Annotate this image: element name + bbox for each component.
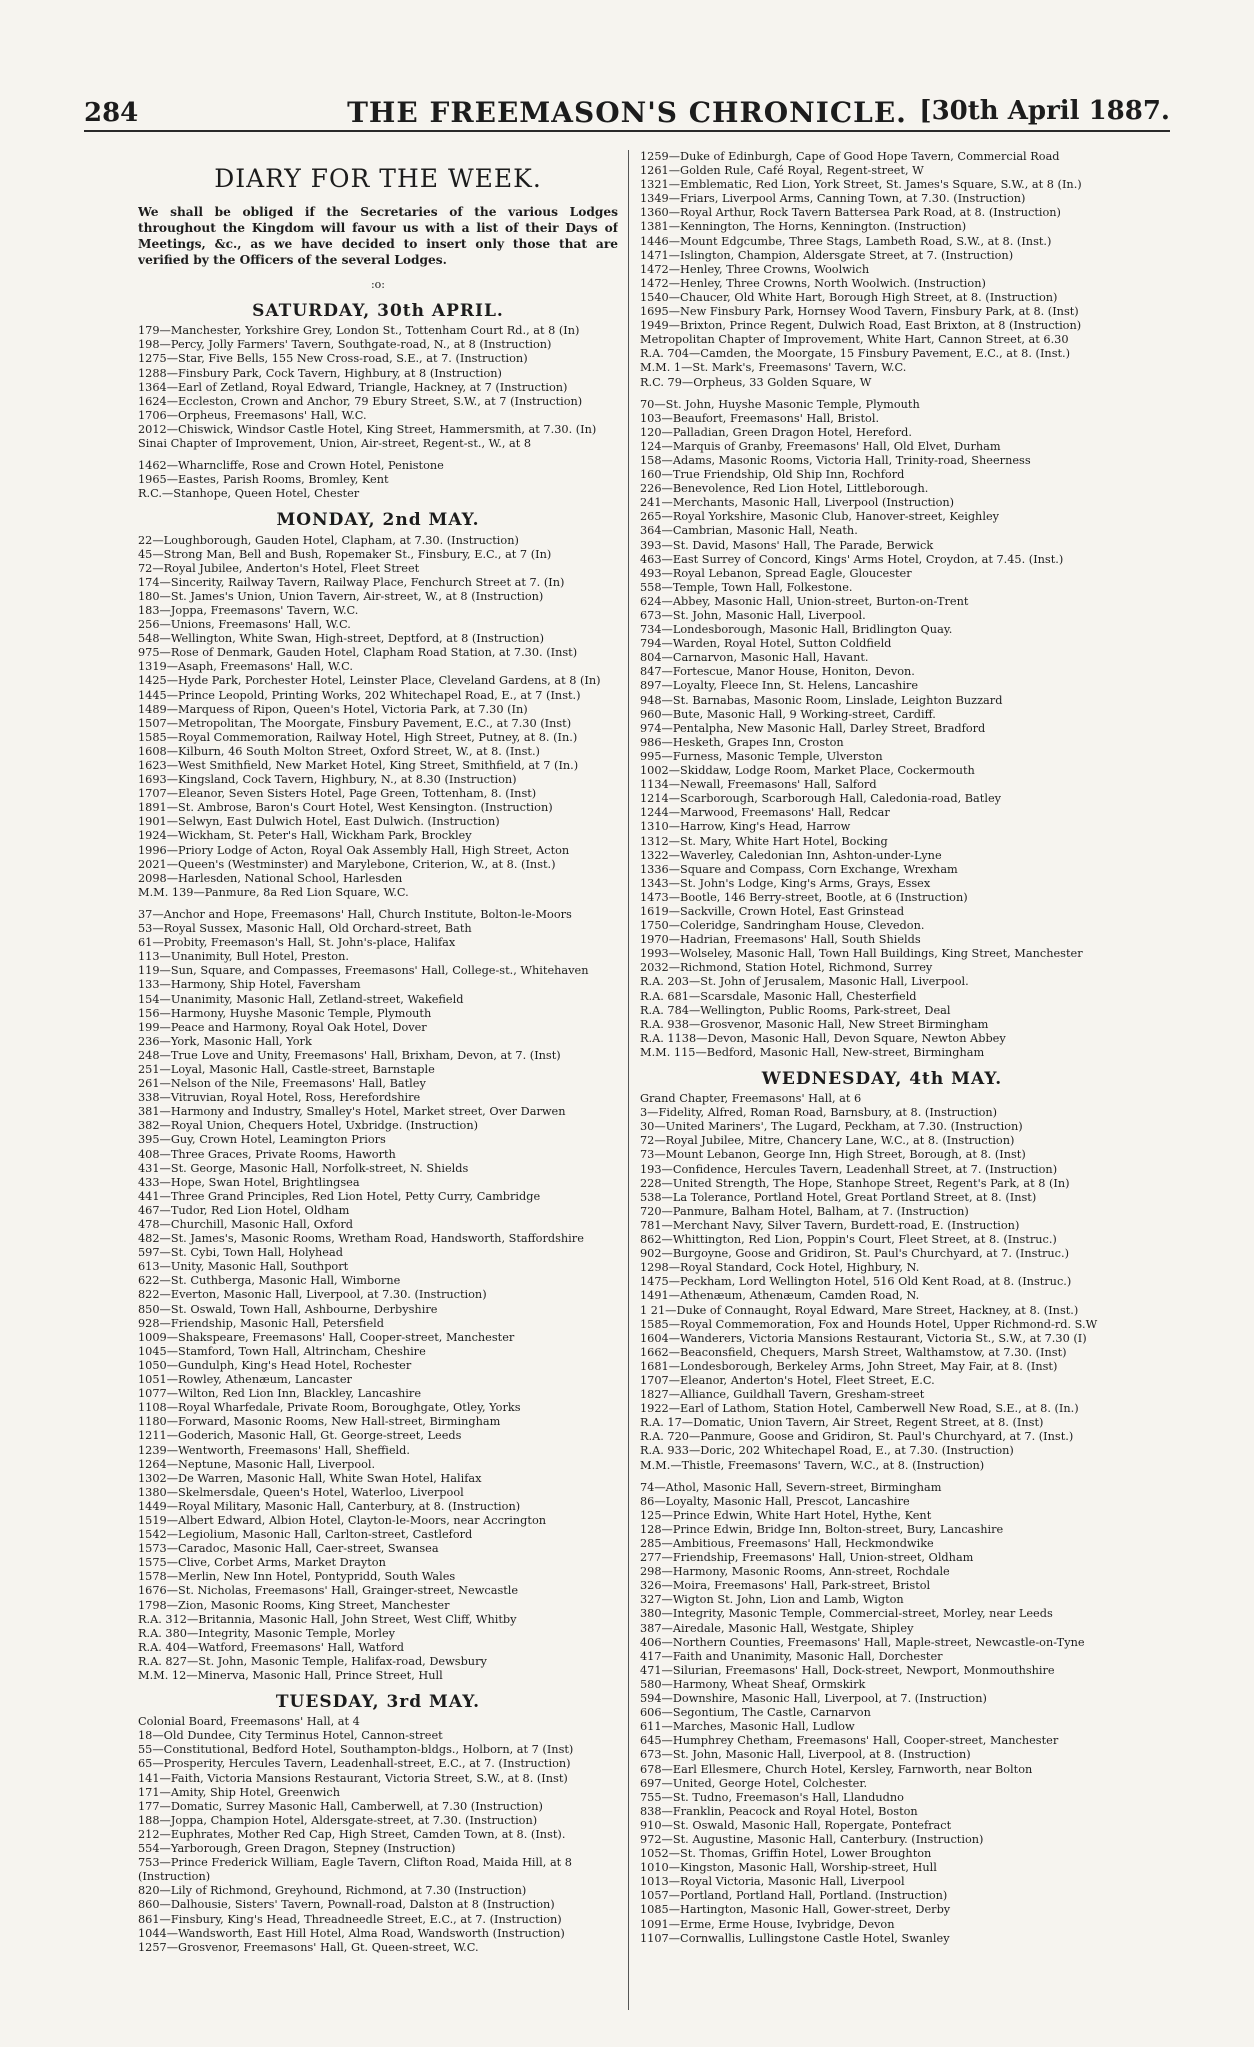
lodge-entry: 1707—Eleanor, Anderton's Hotel, Fleet Street, E.C. <box>640 1373 935 1387</box>
lodge-entry: 180—St. James's Union, Union Tavern, Air-street, W., at 8 (Instruction) <box>138 589 544 603</box>
lodge-entry: 18—Old Dundee, City Terminus Hotel, Cannon-street <box>138 1729 443 1743</box>
lodge-entry: 1573—Caradoc, Masonic Hall, Caer-street, Swansea <box>138 1542 439 1556</box>
lodge-entry: 482—St. James's, Masonic Rooms, Wretham Road, Handsworth, Staffordshire <box>138 1232 584 1246</box>
lodge-entry: 720—Panmure, Balham Hotel, Balham, at 7. (Instruction) <box>640 1204 969 1218</box>
right-sections <box>640 150 1124 1946</box>
lodge-entry: 119—Sun, Square, and Compasses, Freemasons' Hall, College-st., Whitehaven <box>138 964 589 978</box>
lodge-entry: 1993—Wolseley, Masonic Hall, Town Hall Buildings, King Street, Manchester <box>640 947 1083 961</box>
lodge-entry: Colonial Board, Freemasons' Hall, at 4 <box>138 1715 360 1729</box>
lodge-entry: 179—Manchester, Yorkshire Grey, London St., Tottenham Court Rd., at 8 (In) <box>138 324 580 338</box>
lodge-entry: 822—Everton, Masonic Hall, Liverpool, at 7.30. (Instruction) <box>138 1288 487 1302</box>
right-column <box>640 150 1124 2020</box>
lodge-entry: M.M. 12—Minerva, Masonic Hall, Prince Street, Hull <box>138 1669 443 1682</box>
lodge-entry: 1475—Peckham, Lord Wellington Hotel, 516 Old Kent Road, at 8. (Instruc.) <box>640 1275 1072 1289</box>
group-gap <box>640 1473 1124 1481</box>
lodge-entry: R.A. 827—St. John, Masonic Temple, Halifax-road, Dewsbury <box>138 1654 487 1668</box>
lodge-entry: 381—Harmony and Industry, Smalley's Hotel, Market street, Over Darwen <box>138 1105 566 1119</box>
lodge-entry: 794—Warden, Royal Hotel, Sutton Coldfield <box>640 637 892 651</box>
lodge-list <box>138 324 618 451</box>
lodge-entry: 285—Ambitious, Freemasons' Hall, Heckmondwike <box>640 1537 934 1550</box>
lodge-entry: 471—Silurian, Freemasons' Hall, Dock-street, Newport, Monmouthshire <box>640 1663 1055 1677</box>
lodge-entry: 74—Athol, Masonic Hall, Severn-street, Birmingham <box>640 1480 942 1494</box>
lodge-entry: 141—Faith, Victoria Mansions Restaurant, Victoria Street, S.W., at 8. (Inst) <box>138 1771 568 1785</box>
lodge-entry: 928—Friendship, Masonic Hall, Petersfield <box>138 1316 384 1330</box>
lodge-entry: 251—Loyal, Masonic Hall, Castle-street, Barnstaple <box>138 1062 435 1076</box>
lodge-entry: 673—St. John, Masonic Hall, Liverpool. <box>640 609 866 622</box>
lodge-entry: 248—True Love and Unity, Freemasons' Hall, Brixham, Devon, at 7. (Inst) <box>138 1048 561 1062</box>
lodge-entry: 463—East Surrey of Concord, Kings' Arms Hotel, Croydon, at 7.45. (Inst.) <box>640 552 1064 566</box>
lodge-entry: 1077—Wilton, Red Lion Inn, Blackley, Lancashire <box>138 1387 422 1401</box>
lodge-entry: 1364—Earl of Zetland, Royal Edward, Triangle, Hackney, at 7 (Instruction) <box>138 380 568 394</box>
lodge-entry: 1302—De Warren, Masonic Hall, White Swan Hotel, Halifax <box>138 1471 482 1485</box>
lodge-entry: 1134—Newall, Freemasons' Hall, Salford <box>640 778 877 792</box>
ornament-separator: :o: <box>370 278 386 292</box>
lodge-entry: 1 21—Duke of Connaught, Royal Edward, Mare Street, Hackney, at 8. (Inst.) <box>640 1303 1079 1317</box>
lodge-entry: R.A. 404—Watford, Freemasons' Hall, Watford <box>138 1640 404 1654</box>
lodge-entry: 580—Harmony, Wheat Sheaf, Ormskirk <box>640 1677 866 1691</box>
lodge-entry: 606—Segontium, The Castle, Carnarvon <box>640 1706 871 1720</box>
lodge-entry: 1009—Shakspeare, Freemasons' Hall, Cooper-street, Manchester <box>138 1330 515 1344</box>
day-heading: WEDNESDAY, 4th MAY. <box>761 1069 1003 1089</box>
lodge-entry: 1624—Eccleston, Crown and Anchor, 79 Ebury Street, S.W., at 7 (Instruction) <box>138 394 583 408</box>
lodge-entry: R.A. 784—Wellington, Public Rooms, Park-street, Deal <box>640 1003 951 1017</box>
lodge-entry: 781—Merchant Navy, Silver Tavern, Burdett-road, E. (Instruction) <box>640 1218 1020 1232</box>
lodge-list <box>138 1715 618 1955</box>
lodge-entry: 861—Finsbury, King's Head, Threadneedle Street, E.C., at 7. (Instruction) <box>138 1912 562 1926</box>
lodge-entry: 897—Loyalty, Fleece Inn, St. Helens, Lancashire <box>640 679 919 693</box>
lodge-entry: 902—Burgoyne, Goose and Gridiron, St. Paul's Churchyard, at 7. (Instruc.) <box>640 1247 1069 1261</box>
lodge-entry: 645—Humphrey Chetham, Freemasons' Hall, Cooper-street, Manchester <box>640 1734 1059 1748</box>
lodge-entry: 1891—St. Ambrose, Baron's Court Hotel, West Kensington. (Instruction) <box>138 801 553 815</box>
lodge-entry: 753—Prince Frederick William, Eagle Tavern, Clifton Road, Maida Hill, at 8 <box>138 1856 572 1870</box>
lodge-entry: 1706—Orpheus, Freemasons' Hall, W.C. <box>138 408 367 422</box>
page-number: 284 <box>84 98 139 128</box>
group-gap <box>138 451 618 459</box>
lodge-entry: 154—Unanimity, Masonic Hall, Zetland-street, Wakefield <box>138 992 464 1006</box>
lodge-entry: 1507—Metropolitan, The Moorgate, Finsbury Pavement, E.C., at 7.30 (Inst) <box>138 716 572 730</box>
lodge-entry: 1180—Forward, Masonic Rooms, New Hall-street, Birmingham <box>138 1415 501 1429</box>
lodge-entry: 1798—Zion, Masonic Rooms, King Street, Manchester <box>138 1598 450 1612</box>
group-gap <box>640 390 1124 398</box>
lodge-entry: 1693—Kingsland, Cock Tavern, Highbury, N., at 8.30 (Instruction) <box>138 773 517 787</box>
lodge-entry: 327—Wigton St. John, Lion and Lamb, Wigton <box>640 1593 904 1607</box>
lodge-entry: 673—St. John, Masonic Hall, Liverpool, at 8. (Instruction) <box>640 1748 971 1762</box>
lodge-entry: 558—Temple, Town Hall, Folkestone. <box>640 580 853 594</box>
lodge-entry: 493—Royal Lebanon, Spread Eagle, Gloucester <box>640 566 912 580</box>
lodge-entry: 417—Faith and Unanimity, Masonic Hall, Dorchester <box>640 1649 943 1663</box>
lodge-entry: 1585—Royal Commemoration, Fox and Hounds Hotel, Upper Richmond-rd. S.W <box>640 1317 1098 1331</box>
lodge-entry: 261—Nelson of the Nile, Freemasons' Hall, Batley <box>138 1077 426 1091</box>
lodge-entry: 393—St. David, Masons' Hall, The Parade, Berwick <box>640 538 934 552</box>
lodge-entry: 1471—Islington, Champion, Aldersgate Street, at 7. (Instruction) <box>640 248 1014 262</box>
lodge-entry: 53—Royal Sussex, Masonic Hall, Old Orchard-street, Bath <box>138 922 472 936</box>
lodge-entry: 103—Beaufort, Freemasons' Hall, Bristol. <box>640 411 880 425</box>
lodge-entry: 156—Harmony, Huyshe Masonic Temple, Plymouth <box>138 1006 432 1020</box>
left-sections <box>138 301 618 1955</box>
lodge-entry: 1211—Goderich, Masonic Hall, Gt. George-street, Leeds <box>138 1429 462 1443</box>
lodge-entry: 1002—Skiddaw, Lodge Room, Market Place, Cockermouth <box>640 764 975 778</box>
lodge-entry: 678—Earl Ellesmere, Church Hotel, Kersley, Farnworth, near Bolton <box>640 1762 1033 1776</box>
lodge-entry: 1681—Londesborough, Berkeley Arms, John Street, May Fair, at 8. (Inst) <box>640 1359 1058 1373</box>
lodge-entry: 697—United, George Hotel, Colchester. <box>640 1776 868 1790</box>
lodge-entry: R.A. 1138—Devon, Masonic Hall, Devon Square, Newton Abbey <box>640 1031 1006 1045</box>
lodge-entry: 1922—Earl of Lathom, Station Hotel, Camberwell New Road, S.E., at 8. (In.) <box>640 1402 1079 1416</box>
lodge-entry: 72—Royal Jubilee, Mitre, Chancery Lane, W.C., at 8. (Instruction) <box>640 1134 1015 1148</box>
lodge-entry: 820—Lily of Richmond, Greyhound, Richmond, at 7.30 (Instruction) <box>138 1884 527 1898</box>
lodge-entry: 613—Unity, Masonic Hall, Southport <box>138 1260 349 1274</box>
lodge-list <box>640 150 1124 390</box>
lodge-entry: 1901—Selwyn, East Dulwich Hotel, East Dulwich. (Instruction) <box>138 815 500 829</box>
lodge-entry: 1239—Wentworth, Freemasons' Hall, Sheffield. <box>138 1443 410 1457</box>
lodge-entry: R.A. 380—Integrity, Masonic Temple, Morley <box>138 1626 396 1640</box>
lodge-entry: 1288—Finsbury Park, Cock Tavern, Highbury, at 8 (Instruction) <box>138 366 502 380</box>
lodge-entry: 1057—Portland, Portland Hall, Portland. (Instruction) <box>640 1889 948 1903</box>
lodge-entry: 387—Airedale, Masonic Hall, Westgate, Shipley <box>640 1621 914 1635</box>
lodge-entry: 65—Prosperity, Hercules Tavern, Leadenhall-street, E.C., at 7. (Instruction) <box>138 1757 571 1771</box>
day-heading: TUESDAY, 3rd MAY. <box>275 1692 481 1713</box>
lodge-entry: 1425—Hyde Park, Porchester Hotel, Leinster Place, Cleveland Gardens, at 8 (In) <box>138 674 601 688</box>
lodge-entry: R.A. 704—Camden, the Moorgate, 15 Finsbury Pavement, E.C., at 8. (Inst.) <box>640 347 1071 361</box>
lodge-entry: 1107—Cornwallis, Lullingstone Castle Hotel, Swanley <box>640 1931 950 1945</box>
lodge-entry: 1473—Bootle, 146 Berry-street, Bootle, at 6 (Instruction) <box>640 890 968 904</box>
diary-title: DIARY FOR THE WEEK. <box>214 164 542 193</box>
lodge-entry: 61—Probity, Freemason's Hall, St. John's-place, Halifax <box>138 936 456 950</box>
lodge-entry: 22—Loughborough, Gauden Hotel, Clapham, at 7.30. (Instruction) <box>138 533 519 547</box>
lodge-entry: 3—Fidelity, Alfred, Roman Road, Barnsbury, at 8. (Instruction) <box>640 1106 998 1120</box>
lodge-entry: 1491—Athenæum, Athenæum, Camden Road, N. <box>640 1289 920 1303</box>
lodge-entry: 431—St. George, Masonic Hall, Norfolk-street, N. Shields <box>138 1161 469 1175</box>
issue-date: [30th April 1887. <box>919 96 1170 126</box>
lodge-entry: R.A. 720—Panmure, Goose and Gridiron, St. Paul's Churchyard, at 7. (Inst.) <box>640 1430 1074 1444</box>
lodge-entry: 1750—Coleridge, Sandringham House, Clevedon. <box>640 919 925 933</box>
lodge-entry: 326—Moira, Freemasons' Hall, Park-street, Bristol <box>640 1579 931 1593</box>
lodge-entry: 236—York, Masonic Hall, York <box>138 1034 312 1048</box>
lodge-entry: 1489—Marquess of Ripon, Queen's Hotel, Victoria Park, at 7.30 (In) <box>138 702 528 716</box>
lodge-entry: R.A. 681—Scarsdale, Masonic Hall, Chesterfield <box>640 989 917 1003</box>
lodge-entry: 193—Confidence, Hercules Tavern, Leadenhall Street, at 7. (Instruction) <box>640 1162 1058 1176</box>
lodge-entry: 1298—Royal Standard, Cock Hotel, Highbury, N. <box>640 1261 920 1275</box>
lodge-entry: (Instruction) <box>138 1870 211 1884</box>
lodge-entry: 1321—Emblematic, Red Lion, York Street, St. James's Square, S.W., at 8 (In.) <box>640 178 1082 192</box>
lodge-entry: M.M. 115—Bedford, Masonic Hall, New-street, Birmingham <box>640 1045 985 1059</box>
lodge-entry: 594—Downshire, Masonic Hall, Liverpool, at 7. (Instruction) <box>640 1692 987 1706</box>
lodge-entry: 133—Harmony, Ship Hotel, Faversham <box>138 978 361 992</box>
lodge-entry: 338—Vitruvian, Royal Hotel, Ross, Herefordshire <box>138 1091 421 1105</box>
lodge-list <box>138 534 618 900</box>
lodge-entry: 256—Unions, Freemasons' Hall, W.C. <box>138 618 351 632</box>
lodge-entry: 158—Adams, Masonic Rooms, Victoria Hall, Trinity-road, Sheerness <box>640 453 1031 467</box>
lodge-entry: 1578—Merlin, New Inn Hotel, Pontypridd, South Wales <box>138 1570 456 1584</box>
lodge-list <box>138 459 618 501</box>
lodge-entry: 408—Three Graces, Private Rooms, Haworth <box>138 1147 396 1161</box>
lodge-entry: 611—Marches, Masonic Hall, Ludlow <box>640 1720 855 1734</box>
lodge-entry: 1608—Kilburn, 46 South Molton Street, Oxford Street, W., at 8. (Inst.) <box>138 744 540 758</box>
lodge-entry: 538—La Tolerance, Portland Hotel, Great Portland Street, at 8. (Inst) <box>640 1190 1037 1204</box>
lodge-entry: 1575—Clive, Corbet Arms, Market Drayton <box>138 1556 386 1570</box>
lodge-entry: 972—St. Augustine, Masonic Hall, Canterbury. (Instruction) <box>640 1832 984 1846</box>
newspaper-title: THE FREEMASON'S CHRONICLE. <box>347 96 907 129</box>
lodge-entry: 734—Londesborough, Masonic Hall, Bridlington Quay. <box>640 623 953 637</box>
lodge-entry: 125—Prince Edwin, White Hart Hotel, Hythe, Kent <box>640 1508 932 1522</box>
lodge-entry: 478—Churchill, Masonic Hall, Oxford <box>138 1218 354 1231</box>
lodge-entry: 128—Prince Edwin, Bridge Inn, Bolton-street, Bury, Lancashire <box>640 1522 1004 1536</box>
lodge-entry: 1662—Beaconsfield, Chequers, Marsh Street, Walthamstow, at 7.30. (Inst) <box>640 1345 1067 1359</box>
lodge-entry: 177—Domatic, Surrey Masonic Hall, Camberwell, at 7.30 (Instruction) <box>138 1799 543 1813</box>
lodge-entry: 860—Dalhousie, Sisters' Tavern, Pownall-road, Dalston at 8 (Instruction) <box>138 1898 555 1912</box>
lodge-entry: 86—Loyalty, Masonic Hall, Prescot, Lancashire <box>640 1494 910 1508</box>
lodge-entry: 1360—Royal Arthur, Rock Tavern Battersea Park Road, at 8. (Instruction) <box>640 206 1061 220</box>
lodge-entry: 433—Hope, Swan Hotel, Brightlingsea <box>138 1175 360 1189</box>
lodge-entry: 1310—Harrow, King's Head, Harrow <box>640 820 851 834</box>
lodge-entry: 1261—Golden Rule, Café Royal, Regent-street, W <box>640 164 924 178</box>
lodge-entry: 948—St. Barnabas, Masonic Room, Linslade, Leighton Buzzard <box>640 693 1003 707</box>
lodge-entry: 755—St. Tudno, Freemason's Hall, Llandudno <box>640 1790 904 1804</box>
lodge-entry: 804—Carnarvon, Masonic Hall, Havant. <box>640 651 869 665</box>
lodge-list <box>640 1092 1124 1473</box>
lodge-entry: 277—Friendship, Freemasons' Hall, Union-street, Oldham <box>640 1551 974 1565</box>
lodge-entry: 1264—Neptune, Masonic Hall, Liverpool. <box>138 1457 376 1471</box>
lodge-entry: 847—Fortescue, Manor House, Honiton, Devon. <box>640 665 915 679</box>
lodge-entry: 1050—Gundulph, King's Head Hotel, Rochester <box>138 1358 412 1372</box>
lodge-entry: 1446—Mount Edgcumbe, Three Stags, Lambeth Road, S.W., at 8. (Inst.) <box>640 234 1052 248</box>
lodge-entry: 1519—Albert Edward, Albion Hotel, Clayton-le-Moors, near Accrington <box>138 1513 547 1527</box>
lodge-entry: 850—St. Oswald, Town Hall, Ashbourne, Derbyshire <box>138 1302 438 1316</box>
lodge-entry: 30—United Mariners', The Lugard, Peckham, at 7.30. (Instruction) <box>640 1120 1023 1134</box>
day-heading: SATURDAY, 30th APRIL. <box>252 301 504 322</box>
lodge-entry: 548—Wellington, White Swan, High-street, Deptford, at 8 (Instruction) <box>138 632 544 646</box>
lodge-entry: 1381—Kennington, The Horns, Kennington. (Instruction) <box>640 220 967 234</box>
lodge-entry: R.C. 79—Orpheus, 33 Golden Square, W <box>640 375 872 389</box>
lodge-entry: 1343—St. John's Lodge, King's Arms, Grays, Essex <box>640 876 931 890</box>
lodge-entry: 2032—Richmond, Station Hotel, Richmond, Surrey <box>640 961 933 975</box>
lodge-entry: 382—Royal Union, Chequers Hotel, Uxbridge. (Instruction) <box>138 1119 479 1133</box>
lodge-entry: 1108—Royal Wharfedale, Private Room, Boroughgate, Otley, Yorks <box>138 1401 521 1415</box>
lodge-entry: 1257—Grosvenor, Freemasons' Hall, Gt. Queen-street, W.C. <box>138 1940 479 1954</box>
lodge-entry: M.M.—Thistle, Freemasons' Tavern, W.C., at 8. (Instruction) <box>640 1458 985 1472</box>
lodge-list <box>138 908 618 1683</box>
lodge-entry: 1449—Royal Military, Masonic Hall, Canterbury, at 8. (Instruction) <box>138 1499 521 1513</box>
lodge-entry: 1259—Duke of Edinburgh, Cape of Good Hope Tavern, Commercial Road <box>640 150 1060 163</box>
lodge-entry: 1445—Prince Leopold, Printing Works, 202 Whitechapel Road, E., at 7 (Inst.) <box>138 688 581 702</box>
lodge-entry: 1275—Star, Five Bells, 155 New Cross-road, S.E., at 7. (Instruction) <box>138 352 528 366</box>
lodge-entry: Grand Chapter, Freemasons' Hall, at 6 <box>640 1092 862 1106</box>
lodge-entry: 406—Northern Counties, Freemasons' Hall, Maple-street, Newcastle-on-Tyne <box>640 1635 1085 1649</box>
lodge-entry: 1604—Wanderers, Victoria Mansions Restaurant, Victoria St., S.W., at 7.30 (I) <box>640 1331 1087 1345</box>
lodge-entry: 160—True Friendship, Old Ship Inn, Rochford <box>640 468 905 482</box>
lodge-entry: 72—Royal Jubilee, Anderton's Hotel, Fleet Street <box>138 561 420 575</box>
lodge-entry: 1010—Kingston, Masonic Hall, Worship-street, Hull <box>640 1861 937 1875</box>
lodge-entry: 1676—St. Nicholas, Freemasons' Hall, Grainger-street, Newcastle <box>138 1584 519 1598</box>
lodge-entry: 1244—Marwood, Freemasons' Hall, Redcar <box>640 806 890 820</box>
lodge-entry: 73—Mount Lebanon, George Inn, High Street, Borough, at 8. (Inst) <box>640 1148 1026 1162</box>
lodge-entry: 171—Amity, Ship Hotel, Greenwich <box>138 1785 341 1799</box>
lodge-entry: 120—Palladian, Green Dragon Hotel, Hereford. <box>640 425 912 439</box>
lodge-entry: 113—Unanimity, Bull Hotel, Preston. <box>138 950 349 964</box>
lodge-entry: 624—Abbey, Masonic Hall, Union-street, Burton-on-Trent <box>640 594 969 608</box>
lodge-entry: 2012—Chiswick, Windsor Castle Hotel, King Street, Hammersmith, at 7.30. (In) <box>138 422 597 436</box>
lodge-entry: 298—Harmony, Masonic Rooms, Ann-street, Rochdale <box>640 1565 950 1579</box>
lodge-entry: 1996—Priory Lodge of Acton, Royal Oak Assembly Hall, High Street, Acton <box>138 843 570 857</box>
lodge-entry: M.M. 1—St. Mark's, Freemasons' Tavern, W.C. <box>640 361 907 375</box>
column-rule <box>628 150 629 2010</box>
lodge-entry: 1380—Skelmersdale, Queen's Hotel, Waterloo, Liverpool <box>138 1485 464 1499</box>
lodge-entry: 70—St. John, Huyshe Masonic Temple, Plymouth <box>640 397 920 411</box>
lodge-entry: 1472—Henley, Three Crowns, North Woolwich. (Instruction) <box>640 276 986 290</box>
group-gap <box>138 900 618 908</box>
lodge-entry: R.A. 933—Doric, 202 Whitechapel Road, E., at 7.30. (Instruction) <box>640 1444 1014 1458</box>
lodge-entry: 198—Percy, Jolly Farmers' Tavern, Southgate-road, N., at 8 (Instruction) <box>138 338 552 352</box>
lodge-entry: 174—Sincerity, Railway Tavern, Railway Place, Fenchurch Street at 7. (In) <box>138 575 565 589</box>
lodge-entry: 1336—Square and Compass, Corn Exchange, Wrexham <box>640 862 958 876</box>
lodge-entry: Sinai Chapter of Improvement, Union, Air-street, Regent-st., W., at 8 <box>138 437 532 451</box>
lodge-entry: 1051—Rowley, Athenæum, Lancaster <box>138 1373 352 1387</box>
lodge-entry: 974—Pentalpha, New Masonic Hall, Darley Street, Bradford <box>640 721 986 735</box>
lodge-list <box>640 1481 1124 1946</box>
lodge-entry: 1462—Wharncliffe, Rose and Crown Hotel, Penistone <box>138 459 444 473</box>
lodge-entry: 1585—Royal Commemoration, Railway Hotel, High Street, Putney, at 8. (In.) <box>138 730 578 744</box>
lodge-entry: 124—Marquis of Granby, Freemasons' Hall, Old Elvet, Durham <box>640 439 1001 453</box>
lodge-entry: 1312—St. Mary, White Hart Hotel, Bocking <box>640 834 888 848</box>
lodge-entry: 1052—St. Thomas, Griffin Hotel, Lower Broughton <box>640 1847 932 1861</box>
lodge-entry: 226—Benevolence, Red Lion Hotel, Littleborough. <box>640 482 929 496</box>
lodge-entry: 1540—Chaucer, Old White Hart, Borough High Street, at 8. (Instruction) <box>640 290 1058 304</box>
lodge-entry: 55—Constitutional, Bedford Hotel, Southampton-bldgs., Holborn, at 7 (Inst) <box>138 1743 574 1757</box>
left-column <box>138 150 618 2020</box>
intro-paragraph: We shall be obliged if the Secretaries of the various Lodges throughout the Kingdom will favour us with a list of their Days of Meetings, &c., as we have decided to insert only those that are verified by the Officers of the several Lodges. <box>138 205 618 268</box>
lodge-entry: 228—United Strength, The Hope, Stanhope Street, Regent's Park, at 8 (In) <box>640 1176 1070 1190</box>
lodge-entry: 554—Yarborough, Green Dragon, Stepney (Instruction) <box>138 1842 456 1856</box>
lodge-entry: 395—Guy, Crown Hotel, Leamington Priors <box>138 1133 386 1147</box>
lodge-entry: 241—Merchants, Masonic Hall, Liverpool (Instruction) <box>640 496 955 510</box>
lodge-entry: 380—Integrity, Masonic Temple, Commercial-street, Morley, near Leeds <box>640 1607 1053 1621</box>
lodge-entry: 1949—Brixton, Prince Regent, Dulwich Road, East Brixton, at 8 (Instruction) <box>640 319 1082 333</box>
lodge-entry: 1695—New Finsbury Park, Hornsey Wood Tavern, Finsbury Park, at 8. (Inst) <box>640 305 1079 319</box>
lodge-entry: 995—Furness, Masonic Temple, Ulverston <box>640 749 883 763</box>
lodge-entry: 199—Peace and Harmony, Royal Oak Hotel, Dover <box>138 1020 427 1034</box>
lodge-entry: 910—St. Oswald, Masonic Hall, Ropergate, Pontefract <box>640 1818 952 1832</box>
lodge-entry: 1827—Alliance, Guildhall Tavern, Gresham-street <box>640 1388 925 1402</box>
lodge-entry: 838—Franklin, Peacock and Royal Hotel, Boston <box>640 1804 918 1818</box>
lodge-entry: 1924—Wickham, St. Peter's Hall, Wickham Park, Brockley <box>138 829 472 843</box>
lodge-entry: 1619—Sackville, Crown Hotel, East Grinstead <box>640 904 905 918</box>
lodge-entry: 986—Hesketh, Grapes Inn, Croston <box>640 735 844 749</box>
lodge-entry: 1542—Legiolium, Masonic Hall, Carlton-street, Castleford <box>138 1528 473 1542</box>
lodge-entry: 364—Cambrian, Masonic Hall, Neath. <box>640 524 858 538</box>
lodge-entry: 1707—Eleanor, Seven Sisters Hotel, Page Green, Tottenham, 8. (Inst) <box>138 787 537 801</box>
lodge-entry: R.C.—Stanhope, Queen Hotel, Chester <box>138 487 360 501</box>
lodge-entry: 1349—Friars, Liverpool Arms, Canning Town, at 7.30. (Instruction) <box>640 192 1026 206</box>
lodge-entry: R.A. 17—Domatic, Union Tavern, Air Street, Regent Street, at 8. (Inst) <box>640 1416 1044 1430</box>
lodge-entry: 1970—Hadrian, Freemasons' Hall, South Shields <box>640 933 921 947</box>
lodge-entry: 1085—Hartington, Masonic Hall, Gower-street, Derby <box>640 1903 951 1917</box>
lodge-entry: 37—Anchor and Hope, Freemasons' Hall, Church Institute, Bolton-le-Moors <box>138 907 572 921</box>
lodge-entry: 1214—Scarborough, Scarborough Hall, Caledonia-road, Batley <box>640 792 1002 806</box>
lodge-entry: 212—Euphrates, Mother Red Cap, High Street, Camden Town, at 8. (Inst). <box>138 1827 566 1841</box>
lodge-entry: 1319—Asaph, Freemasons' Hall, W.C. <box>138 660 353 674</box>
lodge-entry: 1623—West Smithfield, New Market Hotel, King Street, Smithfield, at 7 (In.) <box>138 759 579 772</box>
lodge-entry: Metropolitan Chapter of Improvement, White Hart, Cannon Street, at 6.30 <box>640 333 1069 347</box>
lodge-entry: 188—Joppa, Champion Hotel, Aldersgate-street, at 7.30. (Instruction) <box>138 1813 538 1827</box>
lodge-entry: 862—Whittington, Red Lion, Poppin's Court, Fleet Street, at 8. (Instruc.) <box>640 1233 1057 1247</box>
lodge-entry: 622—St. Cuthberga, Masonic Hall, Wimborne <box>138 1274 401 1288</box>
lodge-entry: 2021—Queen's (Westminster) and Marylebone, Criterion, W., at 8. (Inst.) <box>138 857 556 871</box>
lodge-entry: 2098—Harlesden, National School, Harlesden <box>138 871 403 885</box>
lodge-entry: 960—Bute, Masonic Hall, 9 Working-street, Cardiff. <box>640 707 936 721</box>
lodge-entry: 265—Royal Yorkshire, Masonic Club, Hanover-street, Keighley <box>640 510 1000 524</box>
lodge-entry: 1013—Royal Victoria, Masonic Hall, Liverpool <box>640 1875 905 1889</box>
masthead <box>84 96 1170 132</box>
lodge-entry: 441—Three Grand Principles, Red Lion Hotel, Petty Curry, Cambridge <box>138 1189 541 1203</box>
lodge-entry: 1472—Henley, Three Crowns, Woolwich <box>640 262 870 276</box>
lodge-entry: 183—Joppa, Freemasons' Tavern, W.C. <box>138 603 359 617</box>
lodge-entry: 1045—Stamford, Town Hall, Altrincham, Cheshire <box>138 1344 426 1358</box>
lodge-entry: 597—St. Cybi, Town Hall, Holyhead <box>138 1246 343 1260</box>
lodge-entry: 45—Strong Man, Bell and Bush, Ropemaker St., Finsbury, E.C., at 7 (In) <box>138 547 552 561</box>
lodge-entry: 1322—Waverley, Caledonian Inn, Ashton-under-Lyne <box>640 848 942 862</box>
day-heading: MONDAY, 2nd MAY. <box>276 510 480 531</box>
lodge-entry: 1091—Erme, Erme House, Ivybridge, Devon <box>640 1917 895 1931</box>
lodge-entry: R.A. 938—Grosvenor, Masonic Hall, New Street Birmingham <box>640 1017 989 1031</box>
lodge-entry: 467—Tudor, Red Lion Hotel, Oldham <box>138 1203 350 1217</box>
lodge-entry: 1965—Eastes, Parish Rooms, Bromley, Kent <box>138 473 389 487</box>
lodge-entry: 975—Rose of Denmark, Gauden Hotel, Clapham Road Station, at 7.30. (Inst) <box>138 646 578 660</box>
lodge-entry: 1044—Wandsworth, East Hill Hotel, Alma Road, Wandsworth (Instruction) <box>138 1926 565 1940</box>
lodge-entry: M.M. 139—Panmure, 8a Red Lion Square, W.C. <box>138 885 409 899</box>
lodge-entry: R.A. 203—St. John of Jerusalem, Masonic Hall, Liverpool. <box>640 975 969 989</box>
lodge-list <box>640 398 1124 1060</box>
lodge-entry: R.A. 312—Britannia, Masonic Hall, John Street, West Cliff, Whitby <box>138 1612 517 1626</box>
